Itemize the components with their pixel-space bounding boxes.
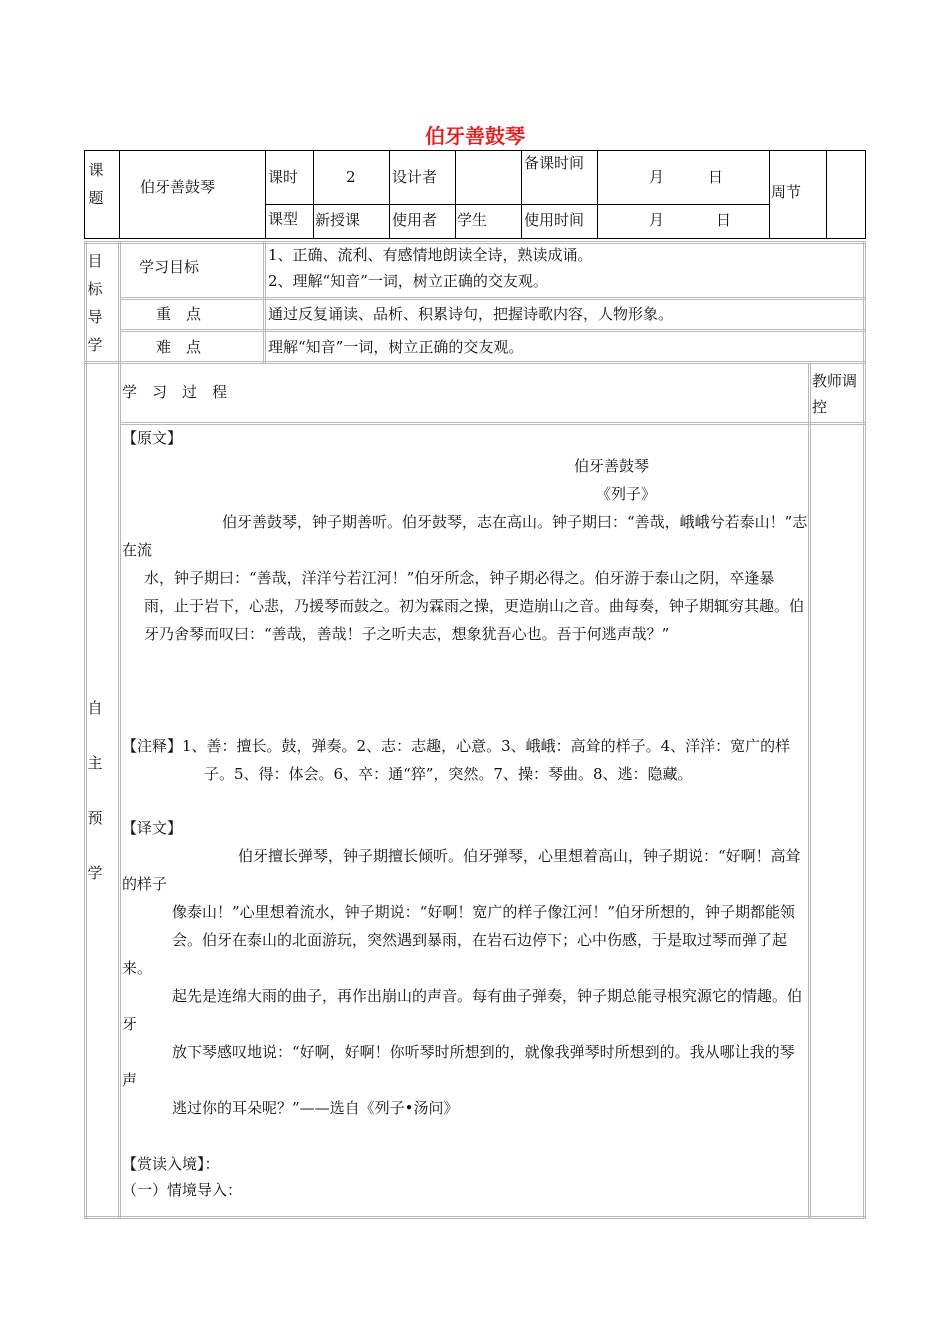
original-header: 【原文】 <box>122 429 183 447</box>
translation-line: 像泰山！”心里想着流水，钟子期说：“好啊！宽广的样子像江河！”伯牙所想的，钟子期都能领 <box>172 903 796 921</box>
user-value: 学生 <box>457 211 488 229</box>
process-side-label <box>86 694 104 914</box>
notes-text <box>122 732 808 788</box>
original-line: 水，钟子期曰：“善哉，洋洋兮若江河！”伯牙所念，钟子期必得之。伯牙游于泰山之阴，卒逢暴 <box>144 569 775 587</box>
process-side-text: 自 主 预 学 <box>87 699 103 882</box>
translation-line: 放下琴感叹地说：“好啊，好啊！你听琴时所想到的，就像我弹琴时所想到的。我从哪让我的琴声 <box>122 1043 795 1089</box>
type-label: 课型 <box>268 210 299 228</box>
focus-label: 重 点 <box>156 305 202 323</box>
type-value: 新授课 <box>315 211 361 229</box>
prep-time-label: 备课时间 <box>524 154 585 172</box>
goals-side-label: 目 标 导 学 <box>87 252 103 354</box>
original-line: 雨，止于岩下，心悲，乃援琴而鼓之。初为霖雨之操，更造崩山之音。曲每奏，钟子期辄穷其趣。伯 <box>144 597 805 615</box>
periods-value: 2 <box>346 168 356 186</box>
poem-source: 《列子》 <box>596 485 657 503</box>
designer-label: 设计者 <box>392 168 438 186</box>
prep-day: 日 <box>708 168 724 186</box>
translation-line: 起先是连绵大雨的曲子，再作出崩山的声音。每有曲子弹奏，钟子期总能寻根究源它的情趣。伯牙 <box>122 987 803 1033</box>
page-title: 伯牙善鼓琴 <box>425 124 525 148</box>
use-month: 月 <box>649 211 665 229</box>
translation-line: 伯牙擅长弹琴，钟子期擅长倾听。伯牙弹琴，心里想着高山，钟子期说：“好啊！高耸的样子 <box>122 847 801 893</box>
translation-header: 【译文】 <box>122 819 183 837</box>
original-text <box>122 508 808 648</box>
difficulty-label: 难 点 <box>156 338 202 356</box>
goal-1: 1、正确、流利、有感情地朗读全诗，熟读成诵。 <box>268 246 593 264</box>
user-label: 使用者 <box>392 211 438 229</box>
goal-2: 2、理解“知音”一词，树立正确的交友观。 <box>268 272 548 290</box>
translation-line: 会。伯牙在泰山的北面游玩，突然遇到暴雨，在岩石边停下；心中伤感，于是取过琴而弹了起来。 <box>122 931 788 977</box>
prep-month: 月 <box>649 168 665 186</box>
week-label: 周节 <box>771 183 802 201</box>
use-time-label: 使用时间 <box>524 211 585 229</box>
focus-text: 通过反复诵读、品析、积累诗句，把握诗歌内容，人物形象。 <box>268 305 674 323</box>
original-line: 牙乃舍琴而叹曰：“善哉，善哉！子之听夫志，想象犹吾心也。吾于何逃声哉？” <box>144 625 670 643</box>
translation-line: 逃过你的耳朵呢？”——选自《列子•汤问》 <box>172 1099 459 1117</box>
notes-line: 【注释】1、善：擅长。鼓，弹奏。2、志：志趣，心意。3、峨峨：高耸的样子。4、洋洋：宽广的样 <box>122 737 791 755</box>
topic-label: 课 题 <box>88 161 104 207</box>
difficulty-text: 理解“知音”一词，树立正确的交友观。 <box>268 338 524 356</box>
poem-title: 伯牙善鼓琴 <box>574 457 650 475</box>
process-heading: 学 习 过 程 <box>122 383 228 401</box>
scene-intro: （一）情境导入： <box>122 1181 243 1199</box>
use-day: 日 <box>716 211 732 229</box>
topic-value: 伯牙善鼓琴 <box>140 178 216 196</box>
appreciation-header: 【赏读入境】： <box>122 1155 220 1173</box>
notes-line: 子。5、得：体会。6、卒：通“猝”，突然。7、操：琴曲。8、逃：隐藏。 <box>204 765 693 783</box>
goal-label: 学习目标 <box>139 258 200 276</box>
teacher-column-label: 教师调控 <box>812 372 858 416</box>
original-line: 伯牙善鼓琴，钟子期善听。伯牙鼓琴，志在高山。钟子期曰：“善哉，峨峨兮若泰山！”志在流 <box>122 513 808 559</box>
periods-label: 课时 <box>268 168 299 186</box>
translation-text <box>122 842 808 1122</box>
